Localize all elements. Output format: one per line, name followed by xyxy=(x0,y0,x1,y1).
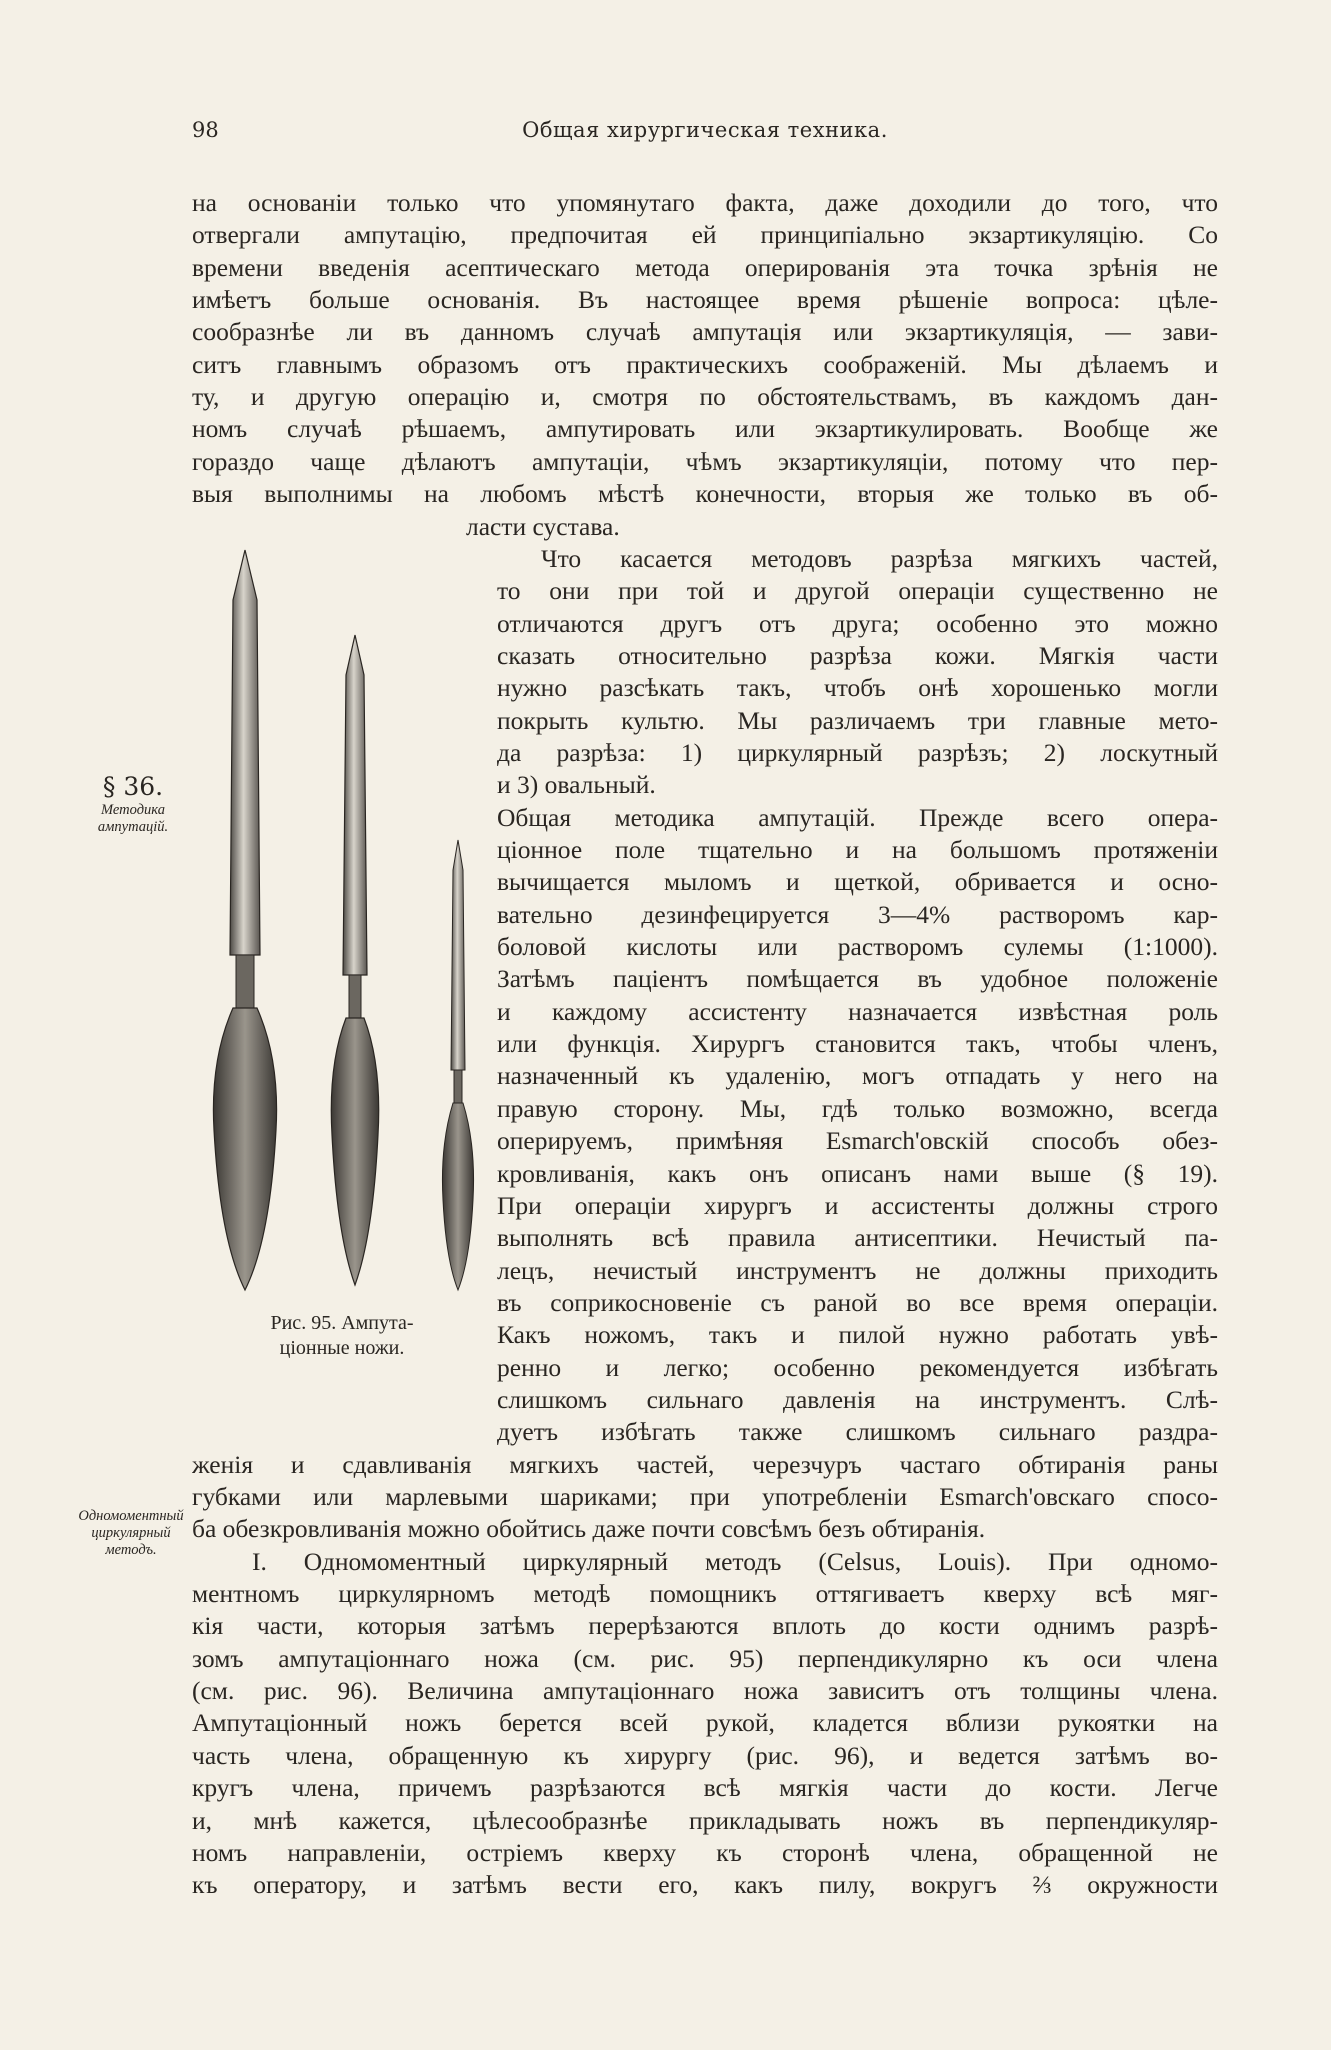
large-knife xyxy=(213,550,276,1290)
text-line: губками или марлевыми шариками; при употребленіи Esmarch'овскаго спосо- xyxy=(192,1482,1218,1511)
medium-knife xyxy=(331,635,378,1285)
section-title: Методика ампутацій. xyxy=(97,802,169,835)
caption-line: ціонные ножи. xyxy=(279,1337,405,1359)
text-line: отличаются другъ отъ друга; особенно это можно xyxy=(497,608,1218,638)
figure-caption xyxy=(222,1311,462,1361)
text-line: ту, и другую операцію и, смотря по обстоятельствамъ, въ каждомъ дан- xyxy=(192,382,1218,412)
text-line: къ оператору, и затѣмъ вести его, какъ пилу, вокругъ ⅔ окружности xyxy=(192,1870,1218,1900)
text-line: гораздо чаще дѣлаютъ ампутаціи, чѣмъ экзартикуляціи, потому что пер- xyxy=(192,446,1218,476)
text-line: нужно разсѣкать такъ, чтобъ онѣ хорошенько могли xyxy=(497,673,1218,703)
text-line: сообразнѣе ли въ данномъ случаѣ ампутація или экзартикуляція, — зави- xyxy=(192,317,1218,347)
text-line: ментномъ циркулярномъ методѣ помощникъ оттягиваетъ кверху всѣ мяг- xyxy=(192,1579,1218,1609)
text-line: то они при той и другой операціи существенно не xyxy=(497,576,1218,606)
text-line: покрыть культю. Мы различаемъ три главные мето- xyxy=(497,705,1218,735)
text-line: слишкомъ сильнаго давленія на инструментъ. Слѣ- xyxy=(497,1384,1218,1414)
text-line: ситъ главнымъ образомъ отъ практическихъ соображеній. Мы дѣлаемъ и xyxy=(192,349,1218,379)
text-line: или функція. Хирургъ становится такъ, чтобы членъ, xyxy=(497,1029,1218,1059)
text-line: времени введенія асептическаго метода оперированія эта точка зрѣнія не xyxy=(192,252,1218,282)
text-line: кровливанія, какъ онъ описанъ нами выше (§ 19). xyxy=(497,1158,1218,1188)
page-header xyxy=(192,118,1218,150)
text-line: номъ направленіи, остріемъ кверху къ сторонѣ члена, обращенной не xyxy=(192,1837,1218,1867)
text-line: кія части, которыя затѣмъ перерѣзаются вплоть до кости однимъ разрѣ- xyxy=(192,1611,1218,1641)
text-line: и, мнѣ кажется, цѣлесообразнѣе прикладывать ножъ въ перпендикуляр- xyxy=(192,1805,1218,1835)
text-line: ба обезкровливанія можно обойтись даже почти совсѣмъ безъ обтиранія. xyxy=(192,1514,986,1544)
text-line: номъ случаѣ рѣшаемъ, ампутировать или экзартикулировать. Вообще же xyxy=(192,414,1218,444)
running-title: Общая хирургическая техника. xyxy=(522,118,888,142)
page-number: 98 xyxy=(192,118,219,142)
text-line: Ампутаціонный ножъ берется всей рукой, кладется вблизи рукоятки на xyxy=(192,1708,1218,1738)
text-line: оперируемъ, примѣняя Esmarch'овскій способъ обез- xyxy=(497,1126,1218,1156)
text-line: При операціи хирургъ и ассистенты должны строго xyxy=(497,1190,1218,1220)
text-line: кругъ члена, причемъ разрѣзаются всѣ мягкія части до кости. Легче xyxy=(192,1773,1218,1803)
text-line: выя выполнимы на любомъ мѣстѣ конечности, вторыя же только въ об- xyxy=(192,479,1218,509)
section-marker xyxy=(68,772,198,836)
method-sidenote: Одномоментный циркулярный методъ. xyxy=(78,1508,184,1558)
text-line: правую сторону. Мы, гдѣ только возможно, всегда xyxy=(497,1093,1218,1123)
text-line: ренно и легко; особенно рекомендуется избѣгать xyxy=(497,1352,1218,1382)
text-line: сказать относительно разрѣза кожи. Мягкія части xyxy=(497,640,1218,670)
text-line: зомъ ампутаціоннаго ножа (см. рис. 95) перпендикулярно къ оси члена xyxy=(192,1643,1218,1673)
text-line: и 3) овальный. xyxy=(497,770,656,800)
text-line: вательно дезинфецируется 3—4% растворомъ кар- xyxy=(497,899,1218,929)
text-line: Общая методика ампутацій. Прежде всего опера- xyxy=(497,802,1218,832)
text-line: Затѣмъ паціентъ помѣщается въ удобное положеніе xyxy=(497,964,1218,994)
text-line: Какъ ножомъ, такъ и пилой нужно работать увѣ- xyxy=(497,1320,1218,1350)
caption-line: Рис. 95. Ампута- xyxy=(270,1312,414,1334)
text-line: вычищается мыломъ и щеткой, обривается и осно- xyxy=(497,867,1218,897)
small-knife xyxy=(442,840,473,1290)
text-line: да разрѣза: 1) циркулярный разрѣзъ; 2) лоскутный xyxy=(497,737,1218,767)
text-line: женія и сдавливанія мягкихъ частей, черезчуръ частаго обтиранія раны xyxy=(192,1449,1218,1479)
text-line: часть члена, обращенную къ хирургу (рис. 96), и ведется затѣмъ во- xyxy=(192,1740,1218,1770)
text-line: боловой кислоты или растворомъ сулемы (1:1000). xyxy=(497,932,1218,962)
text-line: и каждому ассистенту назначается извѣстная роль xyxy=(497,996,1218,1026)
text-line: имѣетъ больше основанія. Въ настоящее время рѣшеніе вопроса: цѣле- xyxy=(192,285,1218,315)
text-line: въ соприкосновеніе съ раной во все время операціи. xyxy=(497,1287,1218,1317)
text-line: ціонное поле тщательно и на большомъ протяженіи xyxy=(497,835,1218,864)
text-line: лецъ, нечистый инструментъ не должны приходить xyxy=(497,1255,1218,1285)
text-line: I. Одномоментный циркулярный методъ (Celsus, Louis). При одномо- xyxy=(252,1546,1218,1576)
text-line: на основаніи только что упомянутаго факта, даже доходили до того, что xyxy=(192,188,1218,217)
text-line: отвергали ампутацію, предпочитая ей принципіально экзартикуляцію. Со xyxy=(192,220,1218,250)
text-line: Что касается методовъ разрѣза мягкихъ частей, xyxy=(541,543,1218,573)
text-line: назначенный къ удаленію, могъ отпадать у него на xyxy=(497,1061,1218,1091)
text-line: (см. рис. 96). Величина ампутаціоннаго ножа зависитъ отъ толщины члена. xyxy=(192,1676,1218,1706)
section-number: § 36. xyxy=(102,772,164,801)
amputation-knives-illustration xyxy=(200,540,490,1300)
text-line: выполнять всѣ правила антисептики. Нечистый па- xyxy=(497,1223,1218,1253)
text-line: ласти сустава. xyxy=(466,511,620,541)
text-line: дуетъ избѣгать также слишкомъ сильнаго раздра- xyxy=(497,1417,1218,1447)
